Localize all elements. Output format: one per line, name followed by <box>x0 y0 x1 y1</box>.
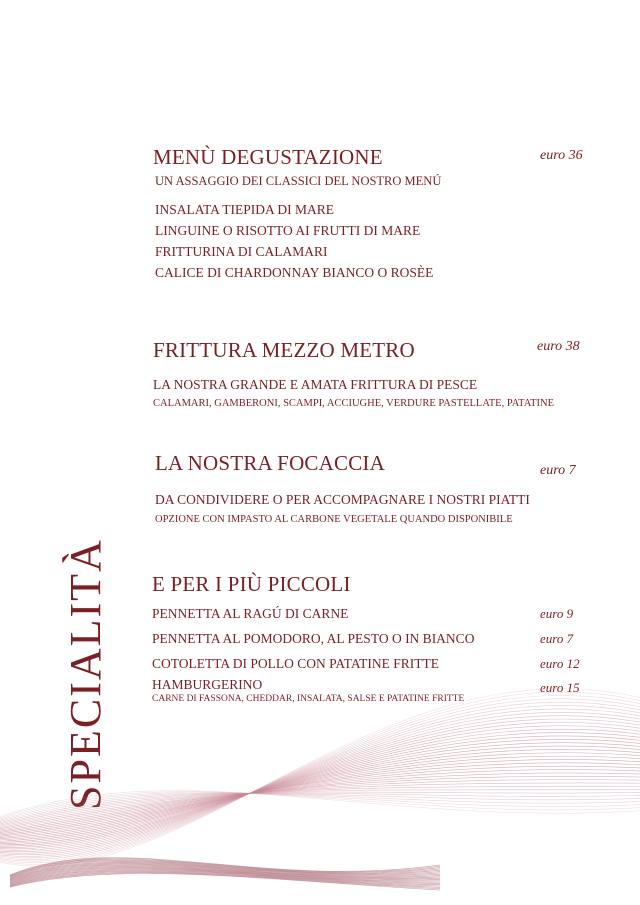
degustazione-title: MENÙ DEGUSTAZIONE <box>153 145 383 169</box>
frittura-detail: CALAMARI, GAMBERONI, SCAMPI, ACCIUGHE, VERDURE PASTELLATE, PATATINE <box>153 398 555 409</box>
piccoli-title: E PER I PIÙ PICCOLI <box>152 572 351 596</box>
piccoli-item-detail: CARNE DI FASSONA, CHEDDAR, INSALATA, SALSE E PATATINE FRITTE <box>152 694 465 704</box>
piccoli-item-price: euro 9 <box>540 606 574 621</box>
wave-line <box>0 736 640 845</box>
piccoli-item-price: euro 7 <box>540 631 574 646</box>
piccoli-item: PENNETTA AL RAGÚ DI CARNE <box>152 606 349 621</box>
piccoli-item: HAMBURGERINO <box>152 677 263 692</box>
degustazione-item: FRITTURINA DI CALAMARI <box>155 244 328 259</box>
wave-line <box>0 692 640 864</box>
frittura-title: FRITTURA MEZZO METRO <box>153 338 415 362</box>
wave-line <box>0 739 640 844</box>
degustazione-item: INSALATA TIEPIDA DI MARE <box>155 202 335 217</box>
decorative-waves <box>0 660 640 905</box>
focaccia-price: euro 7 <box>540 463 576 478</box>
piccoli-item: COTOLETTA DI POLLO CON PATATINE FRITTE <box>152 656 439 671</box>
piccoli-item-price: euro 15 <box>540 680 580 695</box>
wave-line <box>0 729 640 847</box>
degustazione-subtitle: UN ASSAGGIO DEI CLASSICI DEL NOSTRO MENÚ <box>155 174 442 188</box>
frittura-price: euro 38 <box>537 339 580 354</box>
degustazione-item: LINGUINE O RISOTTO AI FRUTTI DI MARE <box>155 223 421 238</box>
piccoli-item: PENNETTA AL POMODORO, AL PESTO O IN BIANCO <box>152 631 475 646</box>
frittura-description: LA NOSTRA GRANDE E AMATA FRITTURA DI PESCE <box>153 377 478 392</box>
degustazione-item: CALICE DI CHARDONNAY BIANCO O ROSÈE <box>155 265 434 280</box>
focaccia-title: LA NOSTRA FOCACCIA <box>155 451 385 475</box>
piccoli-item-price: euro 12 <box>540 656 580 671</box>
side-title: SPECIALITÀ <box>61 538 110 810</box>
wave-line <box>0 746 640 842</box>
focaccia-detail: OPZIONE CON IMPASTO AL CARBONE VEGETALE QUANDO DISPONIBILE <box>155 514 513 525</box>
wave-line <box>0 712 640 855</box>
focaccia-description: DA CONDIVIDERE O PER ACCOMPAGNARE I NOSTRI PIATTI <box>155 492 530 507</box>
wave-line <box>0 776 640 832</box>
wave-line <box>0 763 640 836</box>
degustazione-price: euro 36 <box>540 148 583 163</box>
